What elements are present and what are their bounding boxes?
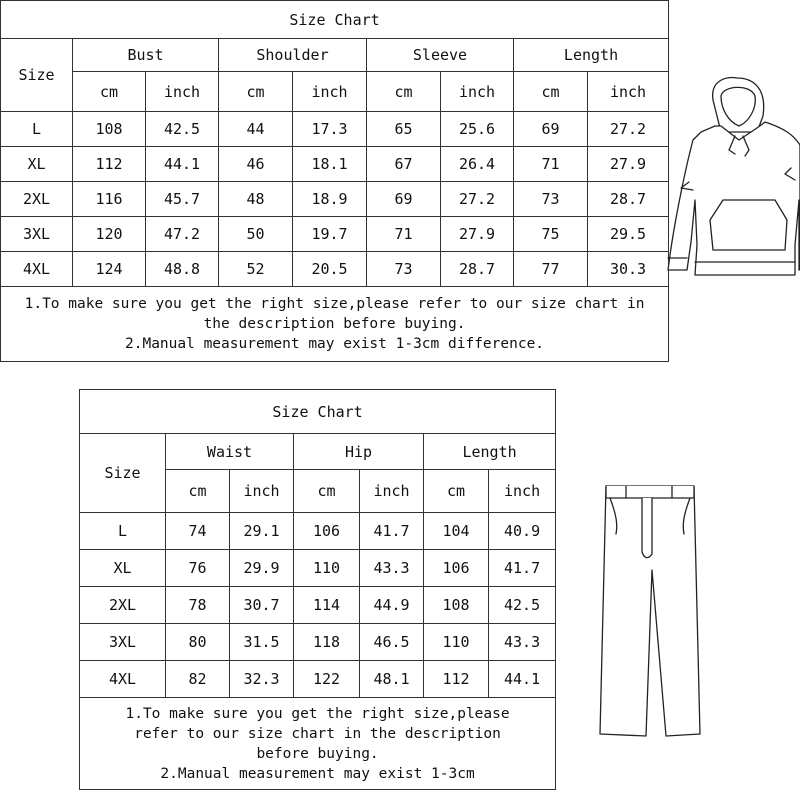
measurement-cell: 18.9 — [293, 182, 367, 217]
size-cell: L — [1, 112, 73, 147]
table-row — [80, 587, 556, 624]
measurement-cell: 110 — [424, 624, 489, 661]
measurement-cell: 65 — [367, 112, 441, 147]
measurement-cell: 108 — [424, 587, 489, 624]
measurement-cell: 48.8 — [146, 252, 219, 287]
measurement-cell: 112 — [424, 661, 489, 698]
measurement-cell: 44.9 — [360, 587, 424, 624]
hoodie-size-chart — [0, 0, 669, 362]
size-note — [1, 287, 669, 362]
measurement-cell: 43.3 — [489, 624, 556, 661]
measurement-cell: 52 — [219, 252, 293, 287]
measurement-cell: 122 — [294, 661, 360, 698]
measurement-cell: 82 — [166, 661, 230, 698]
size-cell: XL — [1, 147, 73, 182]
unit-inch: inch — [489, 470, 556, 513]
note-line: before buying. — [256, 745, 379, 762]
unit-cm: cm — [219, 72, 293, 112]
measurement-cell: 28.7 — [588, 182, 669, 217]
measurement-cell: 44.1 — [146, 147, 219, 182]
table-row — [1, 252, 669, 287]
unit-inch: inch — [146, 72, 219, 112]
measurement-cell: 50 — [219, 217, 293, 252]
note-line: 2.Manual measurement may exist 1-3cm difference. — [125, 336, 545, 352]
unit-inch: inch — [441, 72, 514, 112]
size-cell: 2XL — [1, 182, 73, 217]
table-row — [1, 182, 669, 217]
measurement-cell: 75 — [514, 217, 588, 252]
measurement-cell: 116 — [73, 182, 146, 217]
note-line: 2.Manual measurement may exist 1-3cm — [160, 765, 475, 782]
table-row — [1, 112, 669, 147]
note-line: the description before buying. — [203, 316, 466, 332]
shoulder-header: Shoulder — [219, 39, 367, 72]
measurement-cell: 19.7 — [293, 217, 367, 252]
measurement-cell: 120 — [73, 217, 146, 252]
unit-cm: cm — [294, 470, 360, 513]
table-row — [80, 550, 556, 587]
table-row — [80, 624, 556, 661]
measurement-cell: 76 — [166, 550, 230, 587]
hoodie-icon — [665, 70, 800, 280]
measurement-cell: 18.1 — [293, 147, 367, 182]
size-cell: XL — [80, 550, 166, 587]
measurement-cell: 17.3 — [293, 112, 367, 147]
measurement-cell: 44 — [219, 112, 293, 147]
measurement-cell: 73 — [514, 182, 588, 217]
measurement-cell: 114 — [294, 587, 360, 624]
measurement-cell: 29.1 — [230, 513, 294, 550]
measurement-cell: 27.2 — [588, 112, 669, 147]
unit-cm: cm — [424, 470, 489, 513]
measurement-cell: 77 — [514, 252, 588, 287]
table-row — [80, 513, 556, 550]
measurement-cell: 27.9 — [441, 217, 514, 252]
measurement-cell: 48 — [219, 182, 293, 217]
measurement-cell: 124 — [73, 252, 146, 287]
length-header: Length — [424, 434, 556, 470]
size-cell: L — [80, 513, 166, 550]
measurement-cell: 73 — [367, 252, 441, 287]
measurement-cell: 42.5 — [489, 587, 556, 624]
measurement-cell: 71 — [367, 217, 441, 252]
measurement-cell: 20.5 — [293, 252, 367, 287]
measurement-cell: 27.9 — [588, 147, 669, 182]
size-cell: 4XL — [80, 661, 166, 698]
length-header: Length — [514, 39, 669, 72]
measurement-cell: 67 — [367, 147, 441, 182]
measurement-cell: 46.5 — [360, 624, 424, 661]
unit-cm: cm — [166, 470, 230, 513]
measurement-cell: 45.7 — [146, 182, 219, 217]
measurement-cell: 28.7 — [441, 252, 514, 287]
unit-cm: cm — [73, 72, 146, 112]
measurement-cell: 44.1 — [489, 661, 556, 698]
unit-cm: cm — [514, 72, 588, 112]
measurement-cell: 41.7 — [360, 513, 424, 550]
sleeve-header: Sleeve — [367, 39, 514, 72]
table-row — [1, 147, 669, 182]
size-header: Size — [1, 39, 73, 112]
measurement-cell: 42.5 — [146, 112, 219, 147]
unit-cm: cm — [367, 72, 441, 112]
pants-icon — [596, 474, 703, 742]
pants-size-chart — [79, 389, 556, 790]
chart-title: Size Chart — [1, 1, 669, 39]
measurement-cell: 69 — [514, 112, 588, 147]
note-line: refer to our size chart in the description — [134, 725, 501, 742]
hip-header: Hip — [294, 434, 424, 470]
unit-inch: inch — [230, 470, 294, 513]
measurement-cell: 112 — [73, 147, 146, 182]
chart-title: Size Chart — [80, 390, 556, 434]
measurement-cell: 29.5 — [588, 217, 669, 252]
size-cell: 2XL — [80, 587, 166, 624]
measurement-cell: 78 — [166, 587, 230, 624]
table-row — [80, 661, 556, 698]
measurement-cell: 118 — [294, 624, 360, 661]
measurement-cell: 106 — [424, 550, 489, 587]
size-cell: 4XL — [1, 252, 73, 287]
unit-inch: inch — [360, 470, 424, 513]
size-cell: 3XL — [80, 624, 166, 661]
measurement-cell: 104 — [424, 513, 489, 550]
waist-header: Waist — [166, 434, 294, 470]
measurement-cell: 25.6 — [441, 112, 514, 147]
measurement-cell: 30.7 — [230, 587, 294, 624]
unit-inch: inch — [588, 72, 669, 112]
measurement-cell: 71 — [514, 147, 588, 182]
measurement-cell: 69 — [367, 182, 441, 217]
measurement-cell: 47.2 — [146, 217, 219, 252]
measurement-cell: 46 — [219, 147, 293, 182]
table-row — [1, 217, 669, 252]
measurement-cell: 43.3 — [360, 550, 424, 587]
measurement-cell: 31.5 — [230, 624, 294, 661]
measurement-cell: 32.3 — [230, 661, 294, 698]
size-note — [80, 698, 556, 790]
measurement-cell: 29.9 — [230, 550, 294, 587]
measurement-cell: 26.4 — [441, 147, 514, 182]
unit-inch: inch — [293, 72, 367, 112]
size-header: Size — [80, 434, 166, 513]
measurement-cell: 110 — [294, 550, 360, 587]
bust-header: Bust — [73, 39, 219, 72]
measurement-cell: 80 — [166, 624, 230, 661]
measurement-cell: 48.1 — [360, 661, 424, 698]
note-line: 1.To make sure you get the right size,please refer to our size chart in — [24, 296, 645, 312]
note-line: 1.To make sure you get the right size,please — [125, 705, 510, 722]
measurement-cell: 106 — [294, 513, 360, 550]
measurement-cell: 108 — [73, 112, 146, 147]
measurement-cell: 30.3 — [588, 252, 669, 287]
measurement-cell: 41.7 — [489, 550, 556, 587]
measurement-cell: 74 — [166, 513, 230, 550]
measurement-cell: 40.9 — [489, 513, 556, 550]
measurement-cell: 27.2 — [441, 182, 514, 217]
size-cell: 3XL — [1, 217, 73, 252]
